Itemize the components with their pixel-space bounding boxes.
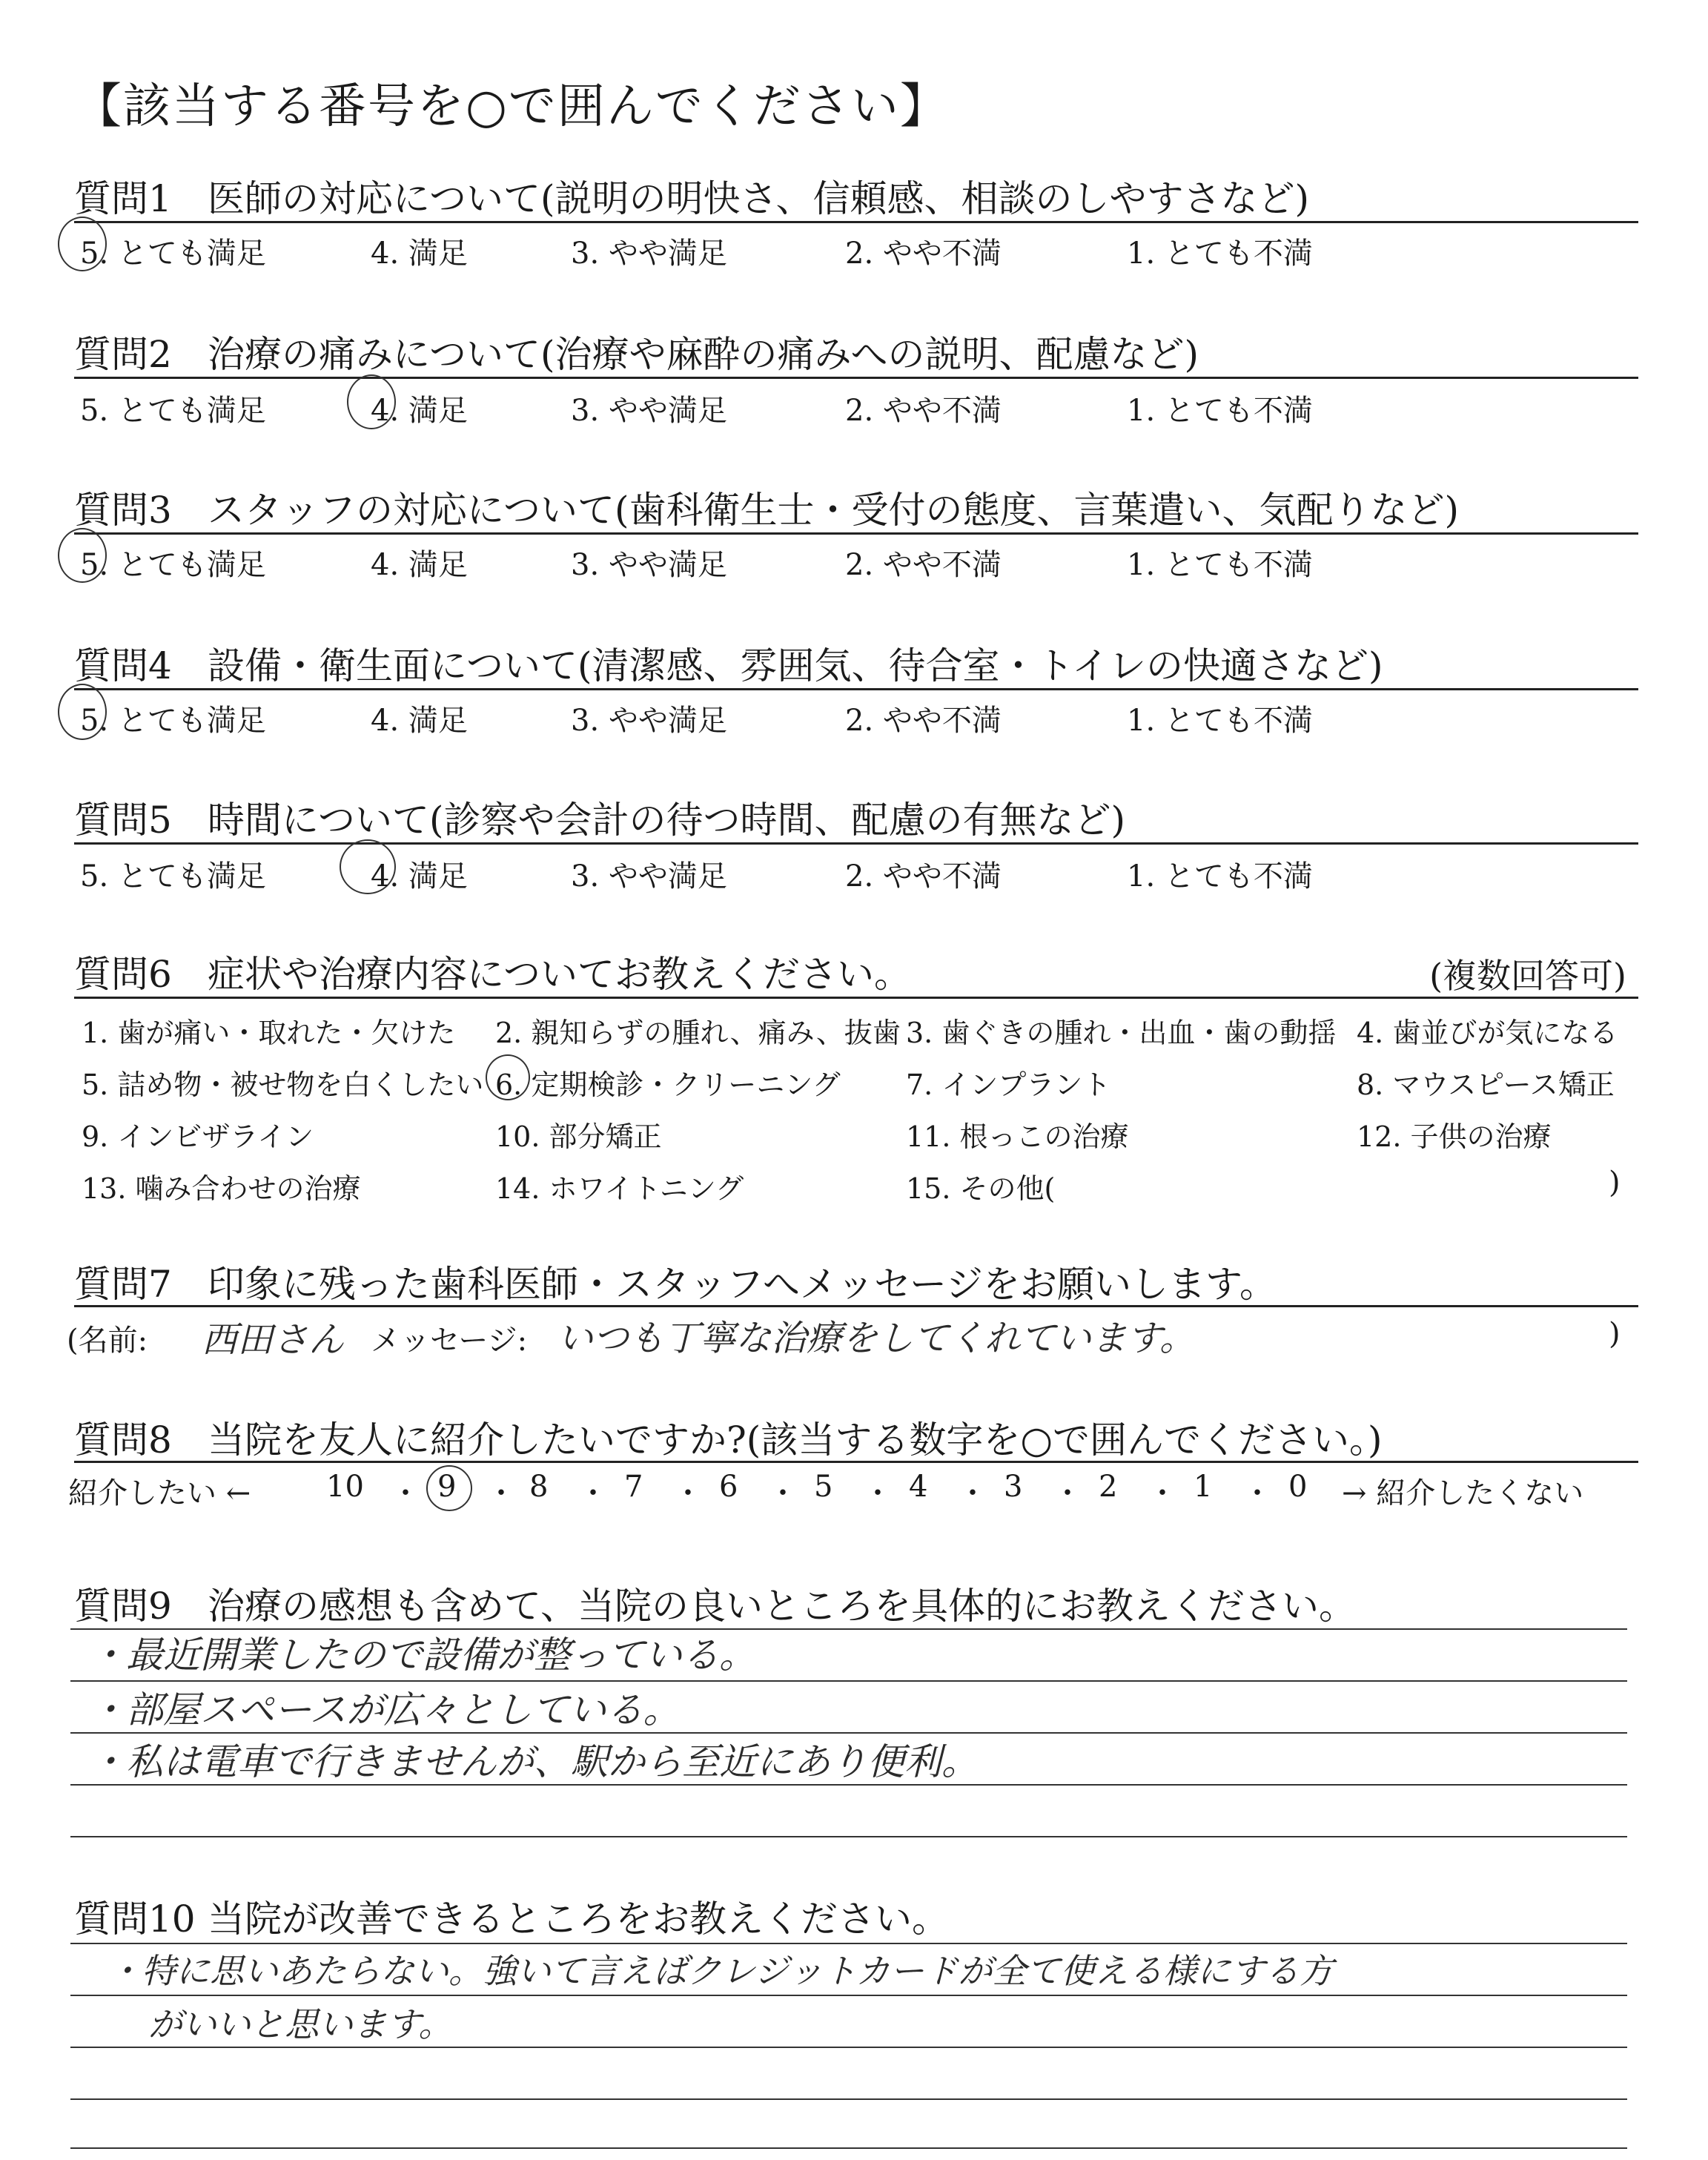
answer-line (70, 2147, 1627, 2149)
question-rule (74, 997, 1638, 999)
name-handwritten: 西田さん (202, 1319, 345, 1361)
question-text: 印象に残った歯科医師・スタッフへメッセージをお願いします。 (208, 1263, 1277, 1306)
choice-5[interactable]: 5. とても満足 (80, 859, 266, 894)
q6-option[interactable]: 1. 歯が痛い・取れた・欠けた (82, 1017, 456, 1049)
question-9 (74, 1576, 1356, 1630)
scale-9[interactable]: 9 (437, 1470, 457, 1504)
choice-3[interactable]: 3. やや満足 (571, 548, 727, 582)
choice-1[interactable]: 1. とても不満 (1127, 704, 1313, 738)
choice-4[interactable]: 4. 満足 (371, 704, 468, 738)
q10-answer-line-1: ・特に思いあたらない。強いて言えばクレジットカードが全て使える様にする方 (107, 1951, 1334, 1991)
other-close-paren: ) (1609, 1166, 1621, 1200)
question-number: 質問9 (74, 1585, 172, 1628)
scale-2[interactable]: 2 (1099, 1470, 1118, 1504)
scale-dot: ・ (578, 1476, 608, 1510)
scale-1[interactable]: 1 (1194, 1470, 1213, 1504)
scale-3[interactable]: 3 (1004, 1470, 1023, 1504)
q9-answer-line-3: ・私は電車で行きませんが、駅から至近にあり便利。 (89, 1740, 979, 1783)
q6-option[interactable]: 8. マウスピース矯正 (1357, 1069, 1615, 1101)
scale-dot: ・ (863, 1476, 893, 1510)
scale-left-label: 紹介したい ← (68, 1476, 251, 1510)
scale-0[interactable]: 0 (1288, 1470, 1308, 1504)
question-10 (74, 1889, 949, 1943)
question-4 (74, 636, 1383, 690)
q6-option[interactable]: 13. 噛み合わせの治療 (82, 1172, 361, 1205)
choice-3[interactable]: 3. やや満足 (571, 704, 727, 738)
choice-3[interactable]: 3. やや満足 (571, 859, 727, 894)
choice-4[interactable]: 4. 満足 (371, 859, 468, 894)
choice-4[interactable]: 4. 満足 (371, 237, 468, 271)
q6-option[interactable]: 3. 歯ぐきの腫れ・出血・歯の動揺 (906, 1017, 1337, 1049)
q6-option[interactable]: 6. 定期検診・クリーニング (495, 1069, 841, 1101)
choice-4[interactable]: 4. 満足 (371, 548, 468, 582)
scale-dot: ・ (768, 1476, 798, 1510)
scale-5[interactable]: 5 (814, 1470, 833, 1504)
question-number: 質問8 (74, 1418, 172, 1462)
choice-5[interactable]: 5. とても満足 (80, 704, 266, 738)
choice-1[interactable]: 1. とても不満 (1127, 548, 1313, 582)
question-number: 質問7 (74, 1263, 172, 1306)
q9-answer-line-2: ・部屋スペースが広々としている。 (89, 1688, 681, 1731)
scale-dot: ・ (391, 1476, 420, 1510)
question-number: 質問4 (74, 644, 172, 687)
answer-line (70, 1836, 1627, 1837)
choice-4[interactable]: 4. 満足 (371, 394, 468, 428)
question-rule (74, 688, 1638, 690)
answer-line (70, 1995, 1627, 1996)
q6-option[interactable]: 7. インプラント (906, 1069, 1111, 1101)
question-text: 医師の対応について(説明の明快さ、信頼感、相談のしやすさなど) (208, 177, 1310, 220)
answer-line (70, 2098, 1627, 2100)
multiple-answer-note: (複数回答可) (1429, 956, 1626, 996)
question-3 (74, 480, 1459, 534)
q6-option[interactable]: 14. ホワイトニング (495, 1172, 744, 1205)
scale-dot: ・ (1242, 1476, 1272, 1510)
choice-2[interactable]: 2. やや不満 (845, 704, 1002, 738)
choice-3[interactable]: 3. やや満足 (571, 237, 727, 271)
scale-7[interactable]: 7 (624, 1470, 643, 1504)
question-rule (74, 377, 1638, 379)
choice-1[interactable]: 1. とても不満 (1127, 237, 1313, 271)
question-text: 設備・衛生面について(清潔感、雰囲気、待合室・トイレの快適さなど) (208, 644, 1383, 687)
question-text: 治療の痛みについて(治療や麻酔の痛みへの説明、配慮など) (208, 333, 1199, 376)
question-text: スタッフの対応について(歯科衛生士・受付の態度、言葉遣い、気配りなど) (208, 489, 1460, 532)
scale-right-label: → 紹介したくない (1342, 1476, 1584, 1510)
q6-option[interactable]: 11. 根っこの治療 (906, 1120, 1129, 1153)
question-text: 症状や治療内容についてお教えください。 (208, 953, 911, 996)
question-number: 質問2 (74, 333, 172, 376)
q6-option[interactable]: 10. 部分矯正 (495, 1120, 662, 1153)
question-1 (74, 169, 1309, 222)
message-close-paren: ) (1609, 1317, 1621, 1351)
choice-1[interactable]: 1. とても不満 (1127, 394, 1313, 428)
choice-2[interactable]: 2. やや不満 (845, 394, 1002, 428)
scale-6[interactable]: 6 (719, 1470, 738, 1504)
q6-option[interactable]: 4. 歯並びが気になる (1357, 1017, 1618, 1049)
scale-8[interactable]: 8 (529, 1470, 549, 1504)
message-handwritten: いつも丁寧な治療をしてくれています。 (557, 1318, 1196, 1359)
scale-dot: ・ (486, 1476, 516, 1510)
scale-dot: ・ (1148, 1476, 1177, 1510)
scale-10[interactable]: 10 (326, 1470, 364, 1504)
q10-answer-line-2: がいいと思います。 (148, 2004, 453, 2044)
message-label: メッセージ: (371, 1324, 528, 1358)
choice-2[interactable]: 2. やや不満 (845, 548, 1002, 582)
q6-option[interactable]: 12. 子供の治療 (1357, 1120, 1552, 1153)
scale-4[interactable]: 4 (909, 1470, 928, 1504)
question-text: 治療の感想も含めて、当院の良いところを具体的にお教えください。 (208, 1585, 1356, 1628)
choice-3[interactable]: 3. やや満足 (571, 394, 727, 428)
question-number: 質問3 (74, 489, 172, 532)
q6-option[interactable]: 15. その他( (906, 1172, 1056, 1205)
question-7 (74, 1255, 1277, 1308)
q9-answer-line-1: ・最近開業したので設備が整っている。 (89, 1634, 756, 1677)
question-rule (74, 1305, 1638, 1307)
question-number: 質問1 (74, 177, 172, 220)
q6-option[interactable]: 9. インビザライン (82, 1120, 314, 1153)
name-label: (名前: (67, 1324, 148, 1358)
choice-5[interactable]: 5. とても満足 (80, 394, 266, 428)
question-6 (74, 945, 911, 998)
question-number: 質問10 (74, 1898, 196, 1941)
question-rule (74, 842, 1638, 845)
choice-5[interactable]: 5. とても満足 (80, 548, 266, 582)
choice-2[interactable]: 2. やや不満 (845, 237, 1002, 271)
question-2 (74, 325, 1199, 378)
question-rule (74, 532, 1638, 535)
question-text: 当院が改善できるところをお教えください。 (208, 1898, 949, 1941)
question-text: 時間について(診察や会計の待つ時間、配慮の有無など) (208, 799, 1126, 842)
answer-line (70, 2047, 1627, 2048)
choice-2[interactable]: 2. やや不満 (845, 859, 1002, 894)
scale-dot: ・ (673, 1476, 703, 1510)
question-text: 当院を友人に紹介したいですか?(該当する数字を○で囲んでください。) (208, 1418, 1383, 1462)
page-title: 【該当する番号を○で囲んでください】 (74, 79, 949, 134)
q6-option[interactable]: 2. 親知らずの腫れ、痛み、抜歯 (495, 1017, 901, 1049)
q6-option[interactable]: 5. 詰め物・被せ物を白くしたい (82, 1069, 484, 1101)
choice-5[interactable]: 5. とても満足 (80, 237, 266, 271)
choice-1[interactable]: 1. とても不満 (1127, 859, 1313, 894)
question-number: 質問6 (74, 953, 172, 996)
question-8 (74, 1410, 1382, 1464)
scale-dot: ・ (1053, 1476, 1082, 1510)
question-number: 質問5 (74, 799, 172, 842)
question-rule (74, 1461, 1638, 1463)
scale-dot: ・ (958, 1476, 987, 1510)
question-5 (74, 790, 1125, 844)
question-rule (74, 221, 1638, 223)
